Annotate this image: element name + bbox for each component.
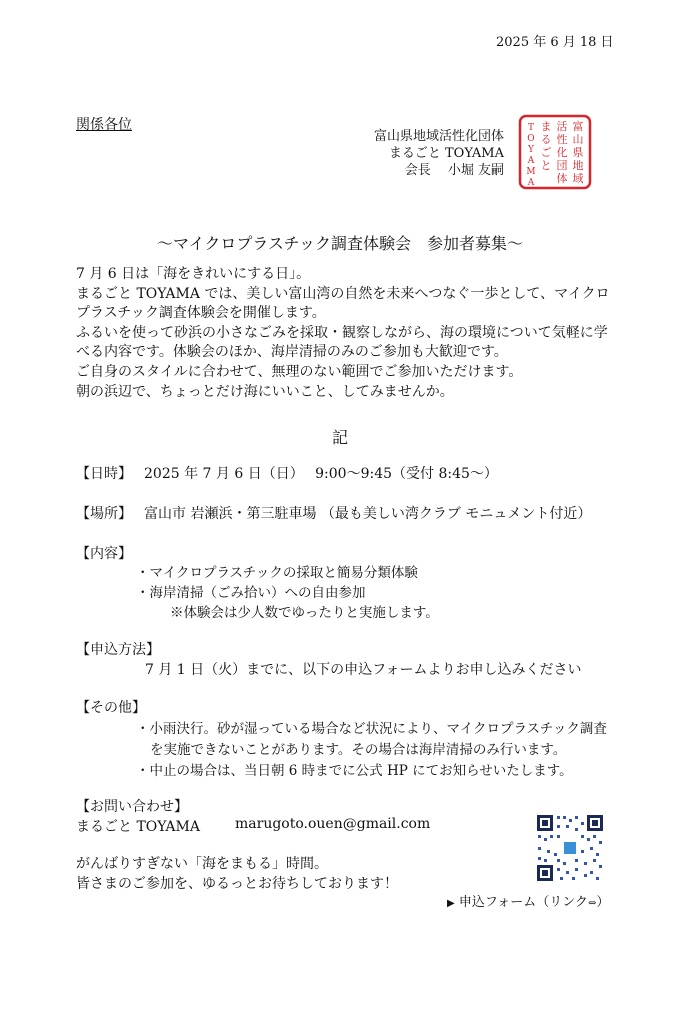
triangle-right-icon: ▶	[447, 898, 455, 909]
seal-char: ご	[540, 146, 552, 159]
seal-char: と	[540, 159, 552, 172]
intro-line: まるごと TOYAMA では、美しい富山湾の自然を未来へつなぐ一歩として、マイクロ	[76, 285, 610, 302]
seal-char: O	[527, 134, 535, 144]
sender-president: 会長 小堀 友嗣	[404, 163, 504, 178]
intro-line: 朝の浜辺で、ちょっとだけ海にいいこと、してみませんか。	[76, 383, 454, 400]
ki-heading: 記	[331, 428, 348, 447]
datetime-value: 2025 年 7 月 6 日（日） 9:00～9:45（受付 8:45～）	[144, 466, 498, 482]
seal-char: 性	[556, 133, 568, 146]
document-title: ～マイクロプラスチック調査体験会 参加者募集～	[156, 234, 524, 253]
intro-line: 7 月 6 日は「海をきれいにする日」。	[76, 266, 311, 282]
seal-char: 地	[572, 159, 584, 172]
qr-code[interactable]	[535, 813, 605, 883]
qr-center-logo	[564, 842, 576, 854]
closing-line: がんばりすぎない「海をまもる」時間。	[76, 856, 328, 872]
seal-char: る	[540, 133, 552, 146]
seal-char: 県	[572, 146, 584, 159]
seal-char: 団	[556, 159, 568, 172]
content-item: ・海岸清掃（ごみ拾い）への自由参加	[136, 585, 366, 601]
seal-char: A	[527, 178, 535, 188]
intro-paragraph	[76, 265, 621, 402]
intro-line: ふるいを使って砂浜の小さなごみを採取・観察しながら、海の環境について気軽に学	[76, 324, 608, 341]
form-link[interactable]: ▶ 申込フォーム（リンク⇔）	[447, 895, 610, 910]
seal-char: 化	[556, 146, 568, 159]
organization-seal	[518, 114, 592, 190]
apply-label: 【申込方法】	[76, 642, 160, 658]
contact-email[interactable]: marugoto.ouen@gmail.com	[235, 816, 431, 832]
document-date: 2025 年 6 月 18 日	[496, 35, 614, 50]
other-label: 【その他】	[76, 700, 146, 716]
content-label: 【内容】	[76, 546, 132, 562]
recipient-salutation: 関係各位	[76, 117, 132, 133]
other-line: ・中止の場合は、当日朝 6 時までに公式 HP にてお知らせいたします。	[136, 763, 573, 779]
place-value: 富山市 岩瀬浜・第三駐車場 （最も美しい湾クラブ モニュメント付近）	[144, 506, 592, 522]
seal-char: 体	[556, 172, 568, 185]
seal-char: 富	[572, 120, 584, 133]
form-link-label: 申込フォーム（リンク	[458, 895, 588, 910]
seal-char: A	[527, 156, 535, 166]
intro-line: ご自身のスタイルに合わせて、無理のない範囲でご参加いただけます。	[76, 363, 523, 380]
sender-organization: 富山県地域活性化団体	[373, 129, 504, 144]
other-line: を実施できないことがあります。その場合は海岸清掃のみ行います。	[150, 742, 567, 758]
intro-line: べる内容です。体験会のほか、海岸清掃のみのご参加も大歓迎です。	[76, 344, 508, 361]
datetime-label: 【日時】	[76, 466, 132, 482]
contact-org: まるごと TOYAMA	[76, 819, 200, 835]
place-label: 【場所】	[76, 506, 132, 522]
contact-label: 【お問い合わせ】	[76, 799, 188, 815]
content-note: ※体験会は少人数でゆったりと実施します。	[170, 605, 439, 621]
seal-char: M	[526, 167, 536, 177]
seal-char: ま	[540, 120, 552, 133]
link-icon: ⇔	[587, 898, 597, 909]
seal-char: 活	[556, 120, 568, 133]
seal-char: Y	[528, 145, 534, 155]
intro-line: プラスチック調査体験会を開催します。	[76, 305, 326, 322]
other-line: ・小雨決行。砂が湿っている場合など状況により、マイクロプラスチック調査	[136, 721, 607, 737]
apply-text: 7 月 1 日（火）までに、以下の申込フォームよりお申し込みください	[145, 662, 582, 678]
seal-char: T	[527, 123, 535, 133]
sender-block	[374, 128, 504, 179]
seal-char: 域	[572, 172, 584, 185]
closing-line: 皆さまのご参加を、ゆるっとお待ちしております！	[76, 876, 398, 892]
seal-char: 山	[572, 133, 584, 146]
content-item: ・マイクロプラスチックの採取と簡易分類体験	[136, 565, 418, 581]
sender-name: まるごと TOYAMA	[388, 146, 504, 161]
